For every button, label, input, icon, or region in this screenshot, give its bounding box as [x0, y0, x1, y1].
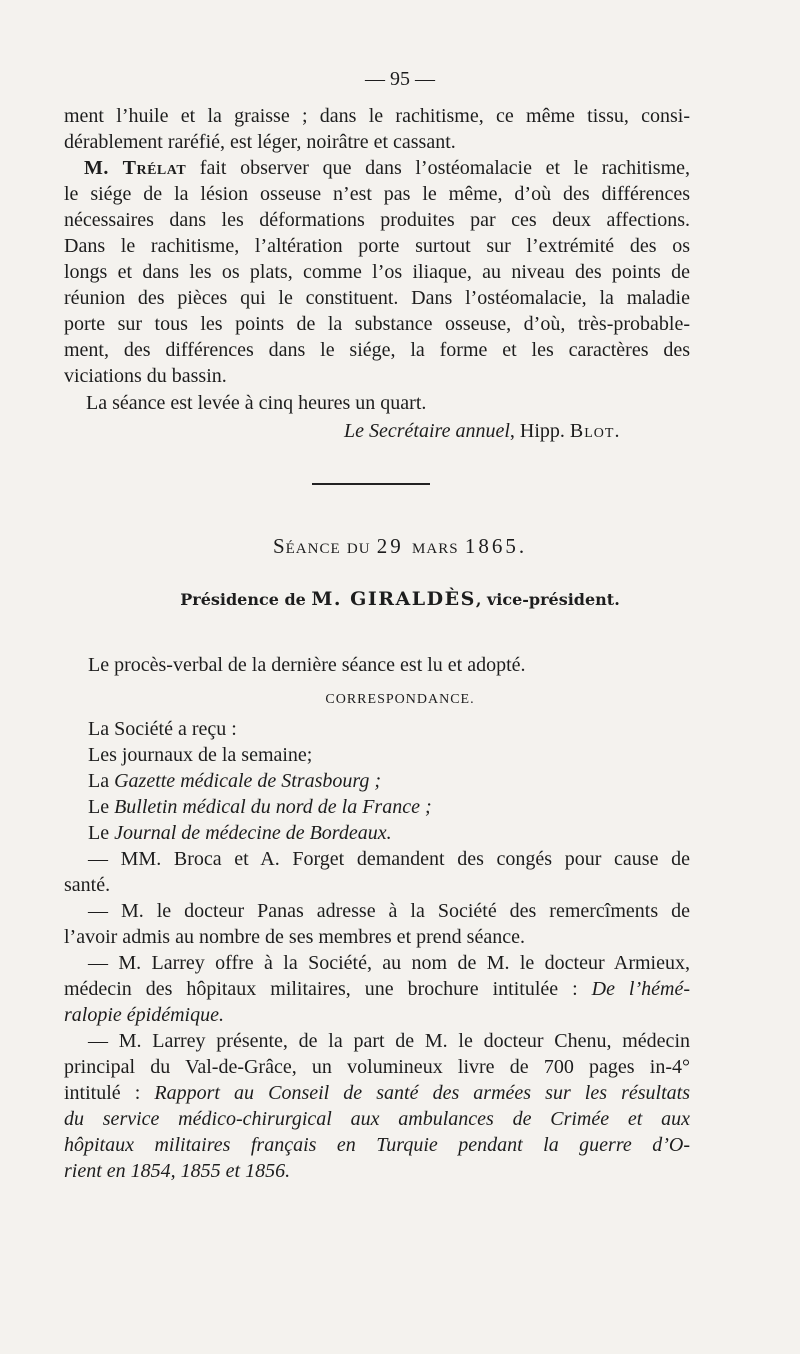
text-line [64, 1132, 690, 1158]
text-line: Les journaux de la semaine; [88, 744, 313, 766]
text-line: La séance est levée à cinq heures un quart. [86, 392, 427, 414]
text-span: fait observer que dans l’ostéomalacie et le rachitisme, [186, 157, 690, 179]
text-line [64, 1158, 690, 1184]
text-span: Présidence de [180, 590, 312, 609]
text-line: réunion des pièces qui le constituent. Dans l’ostéomalacie, la maladie [64, 287, 690, 309]
text-span: 1865. [464, 534, 528, 558]
president-name: GIRALDÈS [350, 588, 476, 610]
text-line: ment l’huile et la graisse ; dans le rachitisme, ce même tissu, consi- [64, 105, 690, 127]
book-title: du service médico-chirurgical aux ambulances de Crimée et aux [64, 1108, 690, 1130]
session-heading [0, 534, 800, 559]
text-line [64, 1080, 690, 1106]
text-span: intitulé : [64, 1082, 155, 1104]
brochure-title: De l’hémé- [591, 978, 690, 1000]
text-line: La Société a reçu : [88, 718, 237, 740]
text-span: Le [88, 796, 115, 818]
text-line: — M. Larrey présente, de la part de M. le docteur Chenu, médecin [88, 1030, 690, 1052]
page-number: — 95 — [365, 68, 435, 90]
text-line: l’avoir admis au nombre de ses membres et prend séance. [64, 926, 525, 948]
text-line [64, 1106, 690, 1132]
speaker-name: M. Trélat [84, 157, 187, 179]
journal-title: Bulletin médical du nord de la France ; [114, 796, 432, 818]
text-span: , Hipp. [509, 420, 570, 442]
journal-title: Gazette médicale de Strasbourg ; [114, 770, 382, 792]
text-line: porte sur tous les points de la substance osseuse, d’où, très-probable- [64, 313, 690, 335]
text-line: dérablement raréfié, est léger, noirâtre et cassant. [64, 131, 456, 153]
journal-title: Journal de médecine de Bordeaux. [114, 822, 392, 844]
signature-title: Le Secrétaire annuel [344, 420, 510, 442]
text-span: Séance du [272, 534, 377, 558]
text-line: nécessaires dans les déformations produites par ces deux affections. [64, 209, 690, 231]
text-line [88, 794, 714, 820]
text-span: Le [88, 822, 115, 844]
text-span: médecin des hôpitaux militaires, une brochure intitulée : [64, 978, 592, 1000]
text-span: , vice-président. [475, 590, 620, 609]
text-line: principal du Val-de-Grâce, un volumineux livre de 700 pages in-4° [64, 1056, 690, 1078]
text-line [64, 976, 690, 1002]
text-line [88, 820, 714, 846]
correspondence-heading: CORRESPONDANCE. [325, 692, 475, 707]
text-line: ment, des différences dans le siége, la forme et les caractères des [64, 339, 690, 361]
signature-line [344, 418, 690, 444]
signature-name: Blot. [569, 420, 621, 442]
text-line: Dans le rachitisme, l’altération porte surtout sur l’extrémité des os [64, 235, 690, 257]
text-line [64, 1002, 690, 1028]
text-line: viciations du bassin. [64, 365, 227, 387]
text-span: La [88, 770, 115, 792]
text-line: Le procès-verbal de la dernière séance est lu et adopté. [88, 654, 526, 676]
text-line: — M. le docteur Panas adresse à la Société des remercîments de [88, 900, 690, 922]
book-title: rient en 1854, 1855 et 1856. [64, 1160, 291, 1182]
presidency-line [0, 588, 800, 610]
text-line: — MM. Broca et A. Forget demandent des congés pour cause de [88, 848, 690, 870]
section-divider [312, 483, 430, 485]
brochure-title: ralopie épidémique. [64, 1004, 224, 1026]
text-span: 29 [376, 534, 413, 558]
text-span: mars [412, 534, 465, 558]
book-title: Rapport au Conseil de santé des armées sur les résultats [154, 1082, 690, 1104]
text-line [88, 768, 714, 794]
text-line: le siége de la lésion osseuse n’est pas le même, d’où des différences [64, 183, 690, 205]
book-title: hôpitaux militaires français en Turquie pendant la guerre d’O- [64, 1134, 690, 1156]
text-line: — M. Larrey offre à la Société, au nom de M. le docteur Armieux, [88, 952, 690, 974]
text-line: santé. [64, 874, 111, 896]
text-span: M. [311, 588, 351, 610]
text-line: longs et dans les os plats, comme l’os iliaque, au niveau des points de [64, 261, 690, 283]
text-line [84, 155, 690, 181]
